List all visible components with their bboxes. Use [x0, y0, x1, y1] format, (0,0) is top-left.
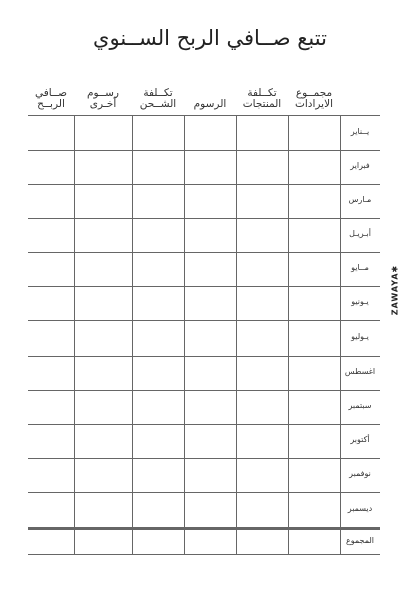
total-label: المجموع [346, 536, 374, 545]
entry-cell[interactable] [29, 391, 74, 424]
month-label: يـوليو [351, 332, 369, 341]
entry-cell[interactable] [75, 321, 132, 356]
entry-cell[interactable] [289, 459, 340, 492]
entry-cell[interactable] [75, 493, 132, 528]
entry-cell[interactable] [75, 357, 132, 390]
entry-cell[interactable] [29, 287, 74, 320]
entry-cell[interactable] [29, 425, 74, 458]
entry-cell[interactable] [185, 287, 236, 320]
entry-cell[interactable] [289, 287, 340, 320]
entry-cell[interactable] [133, 459, 184, 492]
entry-cell[interactable] [237, 425, 288, 458]
entry-cell[interactable] [75, 116, 132, 150]
column-header [184, 88, 236, 110]
column-header-line1: رســوم [87, 87, 119, 99]
column-header-line2: الشــحن [139, 98, 177, 110]
entry-cell[interactable] [185, 321, 236, 356]
entry-cell[interactable] [185, 219, 236, 252]
entry-cell[interactable] [185, 357, 236, 390]
entry-cell[interactable] [237, 357, 288, 390]
column-header [236, 88, 288, 110]
total-cell[interactable] [29, 530, 74, 554]
column-header-line2: المنتجات [242, 98, 282, 110]
entry-cell[interactable] [289, 116, 340, 150]
month-label: أكتوبر [350, 435, 370, 444]
entry-cell[interactable] [75, 425, 132, 458]
entry-cell[interactable] [289, 357, 340, 390]
entry-cell[interactable] [75, 151, 132, 184]
entry-cell[interactable] [289, 391, 340, 424]
entry-cell[interactable] [185, 116, 236, 150]
month-label: سبتمبر [348, 401, 372, 410]
entry-cell[interactable] [75, 287, 132, 320]
entry-cell[interactable] [133, 116, 184, 150]
column-header-line1: تكــلفة [247, 87, 277, 99]
page-title: تتبع صــافي الربح الســنوي [93, 26, 327, 50]
entry-cell[interactable] [237, 459, 288, 492]
entry-cell[interactable] [237, 253, 288, 286]
brand-logo: ZAWAYA✱ [390, 264, 400, 316]
month-label: ديسمبر [347, 504, 373, 513]
entry-cell[interactable] [133, 425, 184, 458]
entry-cell[interactable] [237, 287, 288, 320]
entry-cell[interactable] [133, 185, 184, 218]
total-cell[interactable] [237, 530, 288, 554]
entry-cell[interactable] [29, 116, 74, 150]
entry-cell[interactable] [29, 151, 74, 184]
entry-cell[interactable] [29, 493, 74, 528]
entry-cell[interactable] [75, 219, 132, 252]
entry-cell[interactable] [133, 151, 184, 184]
entry-cell[interactable] [289, 425, 340, 458]
entry-cell[interactable] [237, 116, 288, 150]
column-header-line1: صــافي [34, 87, 68, 99]
month-label: أبـريـل [349, 229, 371, 238]
entry-cell[interactable] [75, 459, 132, 492]
total-cell[interactable] [75, 530, 132, 554]
month-label: يـونيو [351, 297, 369, 306]
column-header-line2: الربــح [37, 98, 65, 110]
entry-cell[interactable] [289, 151, 340, 184]
column-header-line1: مجمــوع [295, 87, 333, 99]
entry-cell[interactable] [185, 425, 236, 458]
month-label: فبراير [350, 161, 370, 170]
entry-cell[interactable] [237, 219, 288, 252]
entry-cell[interactable] [75, 391, 132, 424]
total-cell[interactable] [185, 530, 236, 554]
entry-cell[interactable] [133, 219, 184, 252]
entry-cell[interactable] [29, 321, 74, 356]
entry-cell[interactable] [75, 185, 132, 218]
column-header-line1: تكــلفة [143, 87, 173, 99]
month-label: نوفمبر [349, 469, 371, 478]
entry-cell[interactable] [237, 151, 288, 184]
entry-cell[interactable] [289, 493, 340, 528]
entry-cell[interactable] [133, 287, 184, 320]
entry-cell[interactable] [133, 357, 184, 390]
table-bottom-border [28, 554, 380, 555]
month-label: يــناير [350, 127, 370, 136]
entry-cell[interactable] [29, 357, 74, 390]
entry-cell[interactable] [29, 219, 74, 252]
entry-cell[interactable] [29, 253, 74, 286]
entry-cell[interactable] [75, 253, 132, 286]
month-label: اغسطس [344, 367, 376, 376]
month-label: مــايو [351, 263, 369, 272]
month-label: مـارس [348, 195, 372, 204]
total-cell[interactable] [289, 530, 340, 554]
entry-cell[interactable] [29, 459, 74, 492]
entry-cell[interactable] [237, 321, 288, 356]
column-header [132, 88, 184, 110]
column-header [74, 88, 132, 110]
entry-cell[interactable] [289, 185, 340, 218]
entry-cell[interactable] [133, 493, 184, 528]
column-header [28, 88, 74, 110]
total-cell[interactable] [133, 530, 184, 554]
entry-cell[interactable] [185, 151, 236, 184]
entry-cell[interactable] [185, 185, 236, 218]
entry-cell[interactable] [133, 321, 184, 356]
column-header [288, 88, 340, 110]
column-header-line2: الايرادات [294, 98, 334, 110]
entry-cell[interactable] [289, 219, 340, 252]
entry-cell[interactable] [133, 391, 184, 424]
entry-cell[interactable] [133, 253, 184, 286]
column-header-line2: أخـرى [89, 98, 117, 110]
entry-cell[interactable] [185, 391, 236, 424]
entry-cell[interactable] [237, 185, 288, 218]
entry-cell[interactable] [29, 185, 74, 218]
entry-cell[interactable] [237, 391, 288, 424]
entry-cell[interactable] [289, 321, 340, 356]
entry-cell[interactable] [185, 253, 236, 286]
entry-cell[interactable] [185, 493, 236, 528]
entry-cell[interactable] [237, 493, 288, 528]
entry-cell[interactable] [185, 459, 236, 492]
entry-cell[interactable] [289, 253, 340, 286]
column-header-line2: الرسوم [193, 98, 227, 110]
